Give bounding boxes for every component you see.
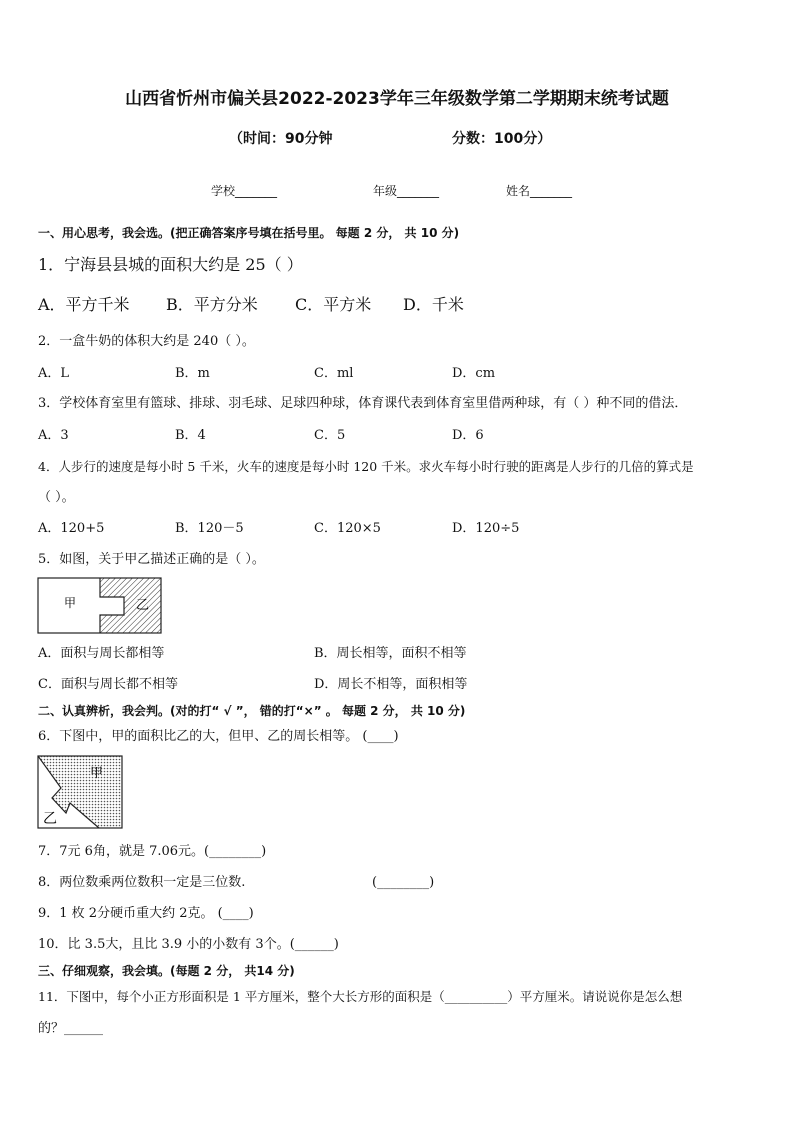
q4-option-d: D．120÷5 [452, 521, 520, 536]
q3-option-a: A．3 [38, 428, 69, 443]
q2-option-b: B．m [175, 366, 210, 381]
exam-time: （时间：90分钟 [229, 131, 333, 147]
q4-option-b: B．120－5 [175, 521, 244, 536]
school-field: 学校_______ [211, 184, 278, 198]
q5-label-yi: 乙 [136, 598, 150, 613]
question-4-stem-line2: （ ）。 [38, 490, 75, 505]
question-2-stem: 2．一盒牛奶的体积大约是 240（ ）。 [38, 334, 255, 349]
q2-option-d: D．cm [452, 366, 496, 381]
question-11-line1: 11．下图中，每个小正方形面积是 1 平方厘米，整个大长方形的面积是（__________）平方厘米。请说说你是怎么想 [38, 989, 683, 1004]
q4-option-a: A．120+5 [38, 521, 105, 536]
q1-option-a: A．平方千米 [38, 295, 130, 314]
q6-label-yi: 乙 [43, 811, 57, 827]
q3-option-b: B．4 [175, 428, 206, 443]
q4-option-c: C．120×5 [314, 521, 381, 536]
q3-option-c: C．5 [314, 428, 346, 443]
q2-option-a: A．L [38, 366, 70, 381]
section-2-heading: 二、认真辨析，我会判。(对的打“ √ ”， 错的打“×” 。 每题 2 分， 共 10 分) [38, 704, 466, 718]
q3-option-d: D．6 [452, 428, 484, 443]
q2-option-c: C．ml [314, 366, 354, 381]
question-4-stem-line1: 4．人步行的速度是每小时 5 千米，火车的速度是每小时 120 千米。求火车每小时行驶的距离是人步行的几倍的算式是 [38, 459, 694, 474]
q5-label-jia: 甲 [64, 596, 77, 610]
question-1-stem: 1．宁海县县城的面积大约是 25（ ） [38, 255, 303, 274]
question-8-stem: 8．两位数乘两位数积一定是三位数. [38, 875, 246, 890]
q5-option-d: D．周长不相等，面积相等 [314, 677, 468, 692]
section-3-heading: 三、仔细观察，我会填。(每题 2 分， 共14 分) [38, 964, 295, 978]
question-8-blank: (________) [372, 875, 435, 890]
q5-figure [37, 577, 163, 635]
q1-option-c: C．平方米 [295, 295, 372, 314]
grade-field: 年级_______ [373, 184, 440, 198]
question-5-stem: 5．如图，关于甲乙描述正确的是（ ）。 [38, 552, 265, 567]
question-6-stem: 6．下图中，甲的面积比乙的大，但甲、乙的周长相等。 (____) [38, 729, 399, 744]
q1-option-d: D．千米 [403, 295, 464, 314]
q6-figure [37, 755, 125, 831]
question-7: 7．7元 6角，就是 7.06元。(________) [38, 844, 267, 859]
section-1-heading: 一、用心思考，我会选。(把正确答案序号填在括号里。 每题 2 分， 共 10 分) [38, 226, 460, 240]
name-field: 姓名_______ [506, 184, 573, 198]
q6-label-jia: 甲 [90, 766, 104, 781]
page-title: 山西省忻州市偏关县2022-2023学年三年级数学第二学期期末统考试题 [125, 89, 669, 109]
question-3-stem: 3．学校体育室里有篮球、排球、羽毛球、足球四种球，体育课代表到体育室里借两种球，有（ ）种不同的借法． [38, 396, 688, 411]
question-9: 9．1 枚 2分硬币重大约 2克。 (____) [38, 906, 254, 921]
exam-score: 分数：100分） [452, 131, 552, 147]
q1-option-b: B．平方分米 [166, 295, 258, 314]
question-11-line2: 的？______ [38, 1021, 104, 1036]
q5-option-c: C．面积与周长都不相等 [38, 677, 178, 692]
q5-option-a: A．面积与周长都相等 [38, 646, 165, 661]
q5-option-b: B．周长相等，面积不相等 [314, 646, 467, 661]
question-10: 10．比 3.5大，且比 3.9 小的小数有 3个。(______) [38, 937, 339, 952]
